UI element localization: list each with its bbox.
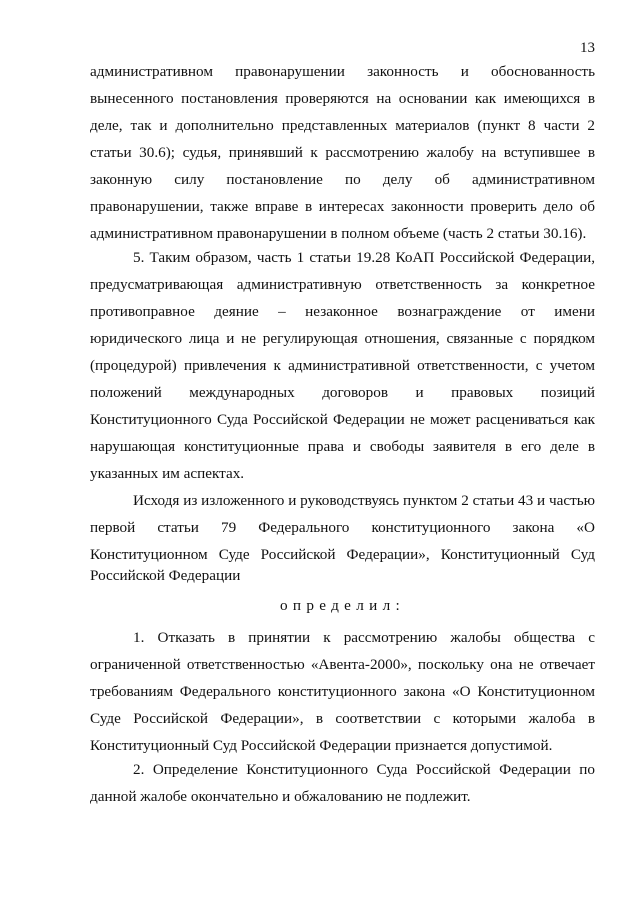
text-line: правонарушении, также вправе в интересах законности проверить дело об xyxy=(90,198,595,215)
text-line: Суде Российской Федерации», в соответствии с которыми жалоба в xyxy=(90,710,595,727)
text-line: Российской Федерации xyxy=(90,567,241,584)
text-line: 2. Определение Конституционного Суда Российской Федерации по xyxy=(133,761,595,778)
text-line: юридического лица и не регулирующая отношения, связанные с порядком xyxy=(90,330,595,347)
text-line: ограниченной ответственностью «Авента-2000», поскольку она не отвечает xyxy=(90,656,595,673)
text-line: нарушающая конституционные права и свободы заявителя в его деле в xyxy=(90,438,595,455)
text-line: положений международных договоров и правовых позиций xyxy=(90,384,595,401)
text-line: законную силу постановление по делу об административном xyxy=(90,171,595,188)
page-number: 13 xyxy=(580,40,595,56)
text-line: первой статьи 79 Федерального конституционного закона «О xyxy=(90,519,595,536)
text-line: Конституционном Суде Российской Федерации», Конституционный Суд xyxy=(90,546,595,563)
text-line: 1. Отказать в принятии к рассмотрению жалобы общества с xyxy=(133,629,595,646)
ruling-heading: определил: xyxy=(279,597,406,614)
text-line: Конституционного Суда Российской Федерации не может расцениваться как xyxy=(90,411,595,428)
text-line: вынесенного постановления проверяются на основании как имеющихся в xyxy=(90,90,595,107)
text-line: статьи 30.6); судья, принявший к рассмотрению жалобу на вступившее в xyxy=(90,144,595,161)
text-line: административном правонарушении законность и обоснованность xyxy=(90,63,595,80)
text-line: Исходя из изложенного и руководствуясь пунктом 2 статьи 43 и частью xyxy=(133,492,595,509)
text-line: Конституционный Суд Российской Федерации признается допустимой. xyxy=(90,737,553,754)
text-line: требованиям Федерального конституционного закона «О Конституционном xyxy=(90,683,595,700)
text-line: данной жалобе окончательно и обжалованию не подлежит. xyxy=(90,788,471,805)
text-line: 5. Таким образом, часть 1 статьи 19.28 КоАП Российской Федерации, xyxy=(133,249,595,266)
text-line: деле, так и дополнительно представленных материалов (пункт 8 части 2 xyxy=(90,117,595,134)
text-line: предусматривающая административную ответственность за конкретное xyxy=(90,276,595,293)
text-line: противоправное деяние – незаконное вознаграждение от имени xyxy=(90,303,595,320)
text-line: указанных им аспектах. xyxy=(90,465,245,482)
text-line: административном правонарушении в полном объеме (часть 2 статьи 30.16). xyxy=(90,225,587,242)
text-line: (процедурой) привлечения к административной ответственности, с учетом xyxy=(90,357,595,374)
